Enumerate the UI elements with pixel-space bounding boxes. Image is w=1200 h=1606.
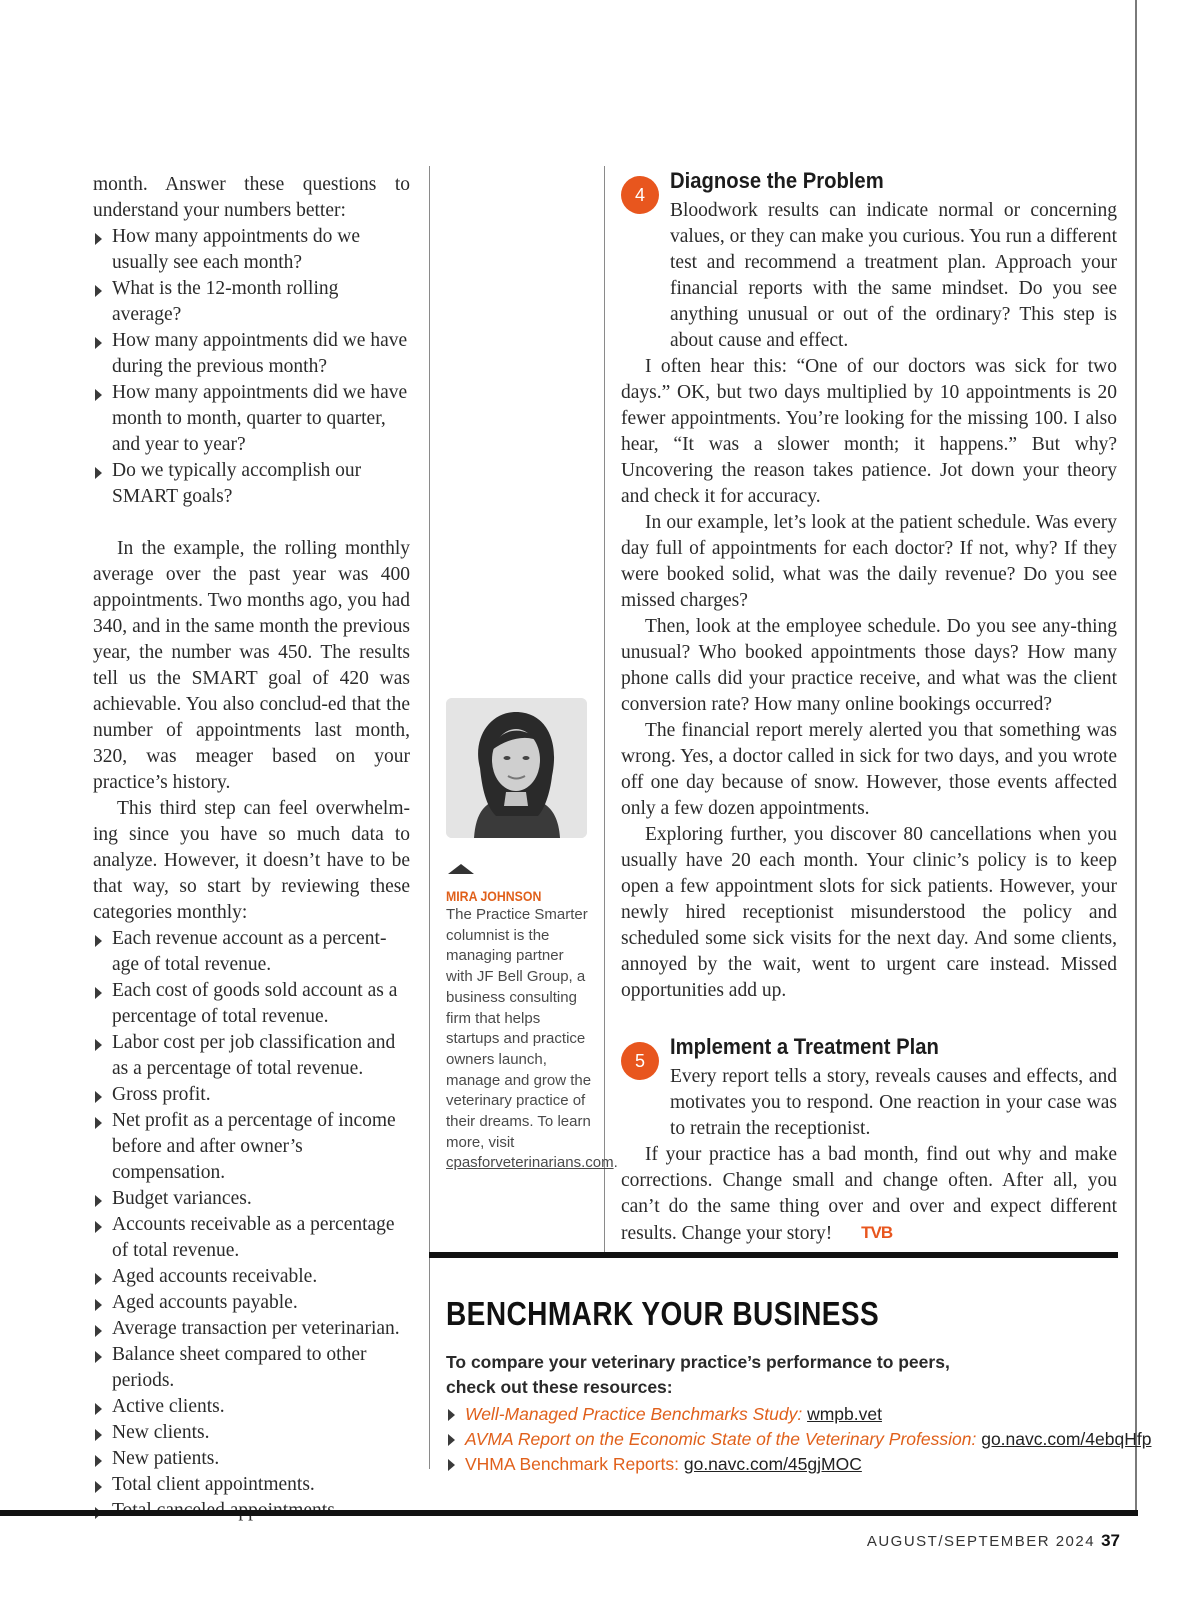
- list-item: Aged accounts payable.: [93, 1290, 410, 1316]
- list-item: Accounts receivable as a percentage of total revenue.: [93, 1212, 410, 1264]
- list-item: Aged accounts receivable.: [93, 1264, 410, 1290]
- list-item: Each revenue account as a percent-age of total revenue.: [93, 926, 410, 978]
- author-box: [446, 698, 618, 1174]
- page-number: 37: [1101, 1531, 1120, 1550]
- tvb-logo: TVB: [861, 1223, 893, 1242]
- author-bio-end: .: [613, 1154, 618, 1172]
- left-intro: month. Answer these questions to understand your numbers better:: [93, 174, 410, 221]
- list-item: Total client appointments.: [93, 1472, 410, 1498]
- list-item: Active clients.: [93, 1394, 410, 1420]
- benchmark-resource-list: [446, 1402, 1152, 1477]
- paragraph: In the example, the rolling monthly average over the past year was 400 appointments. Two months ago, you had 340, and in the same month the previous year, the number was 450. The results tell us the SMART goal of 420 was achievable. You also conclud-ed that the number of appointments last month, 320, was meager based on your practice’s history.: [93, 538, 410, 793]
- section-treatment: [621, 1034, 1117, 1247]
- list-item: Net profit as a percentage of income before and after owner’s compensation.: [93, 1108, 410, 1186]
- list-item: Each cost of goods sold account as a percentage of total revenue.: [93, 978, 410, 1030]
- right-column: [621, 168, 1117, 1247]
- resource-label: AVMA Report on the Economic State of the Veterinary Profession: [465, 1429, 972, 1449]
- left-column: [93, 172, 410, 1524]
- paragraph: Bloodwork results can indicate normal or concerning values, or they can make you curious. You run a different test and recommend a treatment plan. Approach your financial reports with the same mindset. Do you see anything unusual or out of the ordinary? This step is about cause and effect.: [670, 200, 1117, 351]
- list-item: Average transaction per veterinarian.: [93, 1316, 410, 1342]
- list-item: New clients.: [93, 1420, 410, 1446]
- resource-link[interactable]: wmpb.vet: [807, 1404, 882, 1424]
- list-item: What is the 12-month rolling average?: [93, 276, 410, 328]
- page-edge-rule: [1135, 0, 1137, 1515]
- caret-up-icon: [448, 864, 474, 874]
- section-diagnose: [621, 168, 1117, 1004]
- resource-link[interactable]: go.navc.com/45gjMOC: [683, 1454, 862, 1474]
- step-number-badge: 4: [621, 176, 659, 214]
- section-title: Diagnose the Problem: [670, 168, 884, 193]
- author-bio: [446, 905, 618, 1174]
- benchmark-intro: To compare your veterinary practice’s performance to peers, check out these resources:: [446, 1352, 950, 1397]
- list-item: AVMA Report on the Economic State of the Veterinary Profession: go.navc.com/4ebqHfp: [446, 1427, 1126, 1452]
- column-divider-left: [429, 166, 430, 1469]
- author-name: MIRA JOHNSON: [446, 888, 542, 904]
- resource-label: Well-Managed Practice Benchmarks Study: [465, 1404, 798, 1424]
- paragraph: Then, look at the employee schedule. Do you see any-thing unusual? Who booked appointments those days? How many phone calls did your practice receive, and what was the client conversion rate? How many online bookings occurred?: [621, 616, 1117, 715]
- author-photo: [446, 698, 587, 838]
- category-list: [93, 926, 410, 1524]
- section-title: Implement a Treatment Plan: [670, 1034, 939, 1059]
- list-item: VHMA Benchmark Reports: go.navc.com/45gjMOC: [446, 1452, 1126, 1477]
- step-number-badge: 5: [621, 1042, 659, 1080]
- paragraph: In our example, let’s look at the patient schedule. Was every day full of appointments for each doctor? If not, why? If they were booked solid, what was the daily revenue? Do you see missed charges?: [621, 512, 1117, 611]
- paragraph: The financial report merely alerted you that something was wrong. Yes, a doctor called in sick for two days, and you wrote off one day because of snow. However, those events affected only a few dozen appointments.: [621, 720, 1117, 819]
- resource-label: VHMA Benchmark Reports: [465, 1454, 675, 1474]
- benchmark-top-rule: [429, 1252, 1118, 1258]
- resource-link[interactable]: go.navc.com/4ebqHfp: [981, 1429, 1152, 1449]
- list-item: Balance sheet compared to other periods.: [93, 1342, 410, 1394]
- list-item: Labor cost per job classification and as a percentage of total revenue.: [93, 1030, 410, 1082]
- paragraph: This third step can feel overwhelm-ing since you have so much data to analyze. However, it doesn’t have to be that way, so start by reviewing these categories monthly:: [93, 798, 410, 923]
- benchmark-title: BENCHMARK YOUR BUSINESS: [446, 1295, 880, 1332]
- paragraph: [621, 1142, 1117, 1247]
- list-item: Well-Managed Practice Benchmarks Study: wmpb.vet: [446, 1402, 1126, 1427]
- paragraph: I often hear this: “One of our doctors was sick for two days.” OK, but two days multiplied by 10 appointments is 20 fewer appointments. You’re looking for the missing 100. I also hear, “It was a slower month; it happens.” But why? Uncovering the reason takes patience. Jot down your theory and check it for accuracy.: [621, 356, 1117, 507]
- list-item: How many appointments did we have month to month, quarter to quarter, and year to year?: [93, 380, 410, 458]
- question-list: [93, 224, 410, 510]
- benchmark-box: [446, 1295, 1152, 1477]
- list-item: New patients.: [93, 1446, 410, 1472]
- list-item: How many appointments do we usually see each month?: [93, 224, 410, 276]
- author-website-link[interactable]: cpasforveterinarians.com: [446, 1154, 614, 1172]
- bottom-rule: [0, 1510, 1138, 1516]
- paragraph-text: If your practice has a bad month, find out why and make corrections. Change small and change often. After all, you can’t do the same thing over and over and expect different results. Change your story!: [621, 1144, 1117, 1244]
- issue-date: AUGUST/SEPTEMBER 2024: [866, 1533, 1096, 1550]
- column-divider-right: [604, 166, 605, 1255]
- paragraph: Every report tells a story, reveals causes and effects, and motivates you to respond. One reaction in your case was to retrain the receptionist.: [670, 1066, 1117, 1139]
- list-item: Budget variances.: [93, 1186, 410, 1212]
- paragraph: Exploring further, you discover 80 cancellations when you usually have 20 each month. Your clinic’s policy is to keep open a few appointment slots for sick patients. However, your newly hired receptionist misunderstood the policy and scheduled some sick visits for the next day. And some clients, annoyed by the wait, went to urgent care instead. Missed opportunities add up.: [621, 824, 1117, 1001]
- list-item: Do we typically accomplish our SMART goals?: [93, 458, 410, 510]
- page-footer: [867, 1531, 1120, 1551]
- author-bio-text: The Practice Smarter columnist is the managing partner with JF Bell Group, a business consulting firm that helps startups and practice owners launch, manage and grow the veterinary practice of their dreams. To learn more, visit: [446, 906, 592, 1151]
- list-item: How many appointments did we have during the previous month?: [93, 328, 410, 380]
- list-item: Gross profit.: [93, 1082, 410, 1108]
